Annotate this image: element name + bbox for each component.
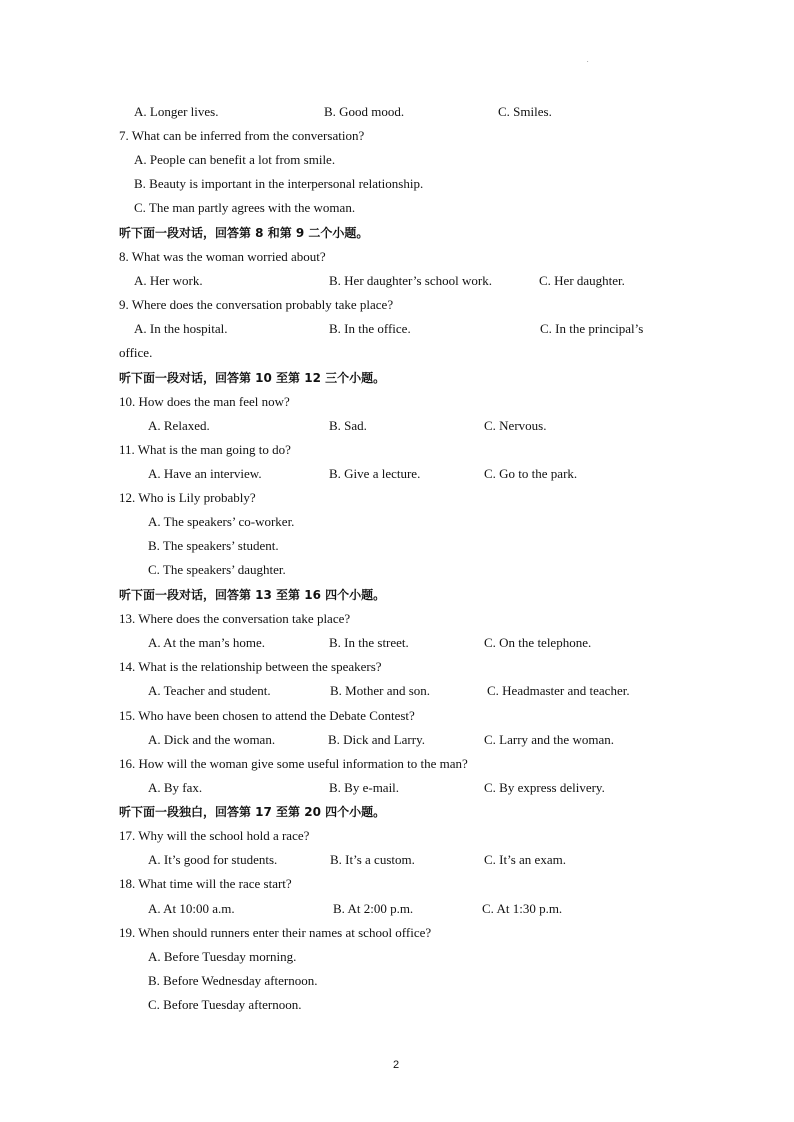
answer-option: B. It’s a custom. [330,852,415,867]
section-instruction: 听下面一段独白，回答第 17 至第 20 四个小题。 [119,805,386,819]
answer-option: C. The man partly agrees with the woman. [134,200,356,215]
answer-option: B. Before Wednesday afternoon. [148,973,318,988]
answer-option: C. By express delivery. [484,780,605,795]
question-text: 14. What is the relationship between the speakers? [119,659,382,674]
question-text: 8. What was the woman worried about? [119,249,326,264]
question-text: 13. Where does the conversation take place? [119,611,351,626]
answer-option: B. Her daughter’s school work. [329,273,492,288]
answer-option: B. In the office. [329,321,411,336]
answer-option: B. Dick and Larry. [328,732,425,747]
question-text: 19. When should runners enter their names at school office? [119,925,432,940]
answer-option: C. At 1:30 p.m. [482,901,563,916]
section-instruction: 听下面一段对话，回答第 8 和第 9 二个小题。 [119,226,369,240]
question-text: 12. Who is Lily probably? [119,490,256,505]
answer-option: C. In the principal’s [540,321,644,336]
answer-option: A. It’s good for students. [148,852,278,867]
question-text: 11. What is the man going to do? [119,442,291,457]
answer-option: A. Teacher and student. [148,683,271,698]
answer-option: A. Dick and the woman. [148,732,276,747]
answer-option: B. Good mood. [324,104,405,119]
question-text: 17. Why will the school hold a race? [119,828,310,843]
answer-option: C. Go to the park. [484,466,578,481]
answer-option: C. Larry and the woman. [484,732,614,747]
answer-option: A. Her work. [134,273,203,288]
question-text: 16. How will the woman give some useful information to the man? [119,756,468,771]
answer-option: A. The speakers’ co-worker. [148,514,295,529]
answer-option: B. The speakers’ student. [148,538,279,553]
answer-option: A. Relaxed. [148,418,210,433]
answer-option: A. Before Tuesday morning. [148,949,297,964]
section-instruction: 听下面一段对话，回答第 10 至第 12 三个小题。 [119,371,386,385]
answer-option: B. At 2:00 p.m. [333,901,414,916]
answer-option: C. Before Tuesday afternoon. [148,997,302,1012]
answer-option: B. Beauty is important in the interpersonal relationship. [134,176,424,191]
answer-option: A. At 10:00 a.m. [148,901,235,916]
answer-option: B. In the street. [329,635,409,650]
answer-option: C. Her daughter. [539,273,625,288]
answer-option: C. Nervous. [484,418,547,433]
question-text: 15. Who have been chosen to attend the Debate Contest? [119,708,415,723]
answer-option: C. It’s an exam. [484,852,566,867]
corner-mark: . [587,58,589,64]
question-text: office. [119,345,153,360]
answer-option: B. Give a lecture. [329,466,421,481]
answer-option: A. People can benefit a lot from smile. [134,152,336,167]
answer-option: B. Sad. [329,418,367,433]
answer-option: A. In the hospital. [134,321,228,336]
question-text: 7. What can be inferred from the conversation? [119,128,365,143]
answer-option: A. Longer lives. [134,104,219,119]
question-text: 18. What time will the race start? [119,876,292,891]
answer-option: B. Mother and son. [330,683,431,698]
answer-option: A. By fax. [148,780,203,795]
answer-option: B. By e-mail. [329,780,400,795]
answer-option: A. Have an interview. [148,466,262,481]
answer-option: C. Headmaster and teacher. [487,683,630,698]
answer-option: A. At the man’s home. [148,635,265,650]
answer-option: C. On the telephone. [484,635,592,650]
question-text: 9. Where does the conversation probably take place? [119,297,394,312]
question-text: 10. How does the man feel now? [119,394,290,409]
answer-option: C. The speakers’ daughter. [148,562,286,577]
answer-option: C. Smiles. [498,104,552,119]
page-number: 2 [393,1059,400,1071]
section-instruction: 听下面一段对话，回答第 13 至第 16 四个小题。 [119,588,386,602]
